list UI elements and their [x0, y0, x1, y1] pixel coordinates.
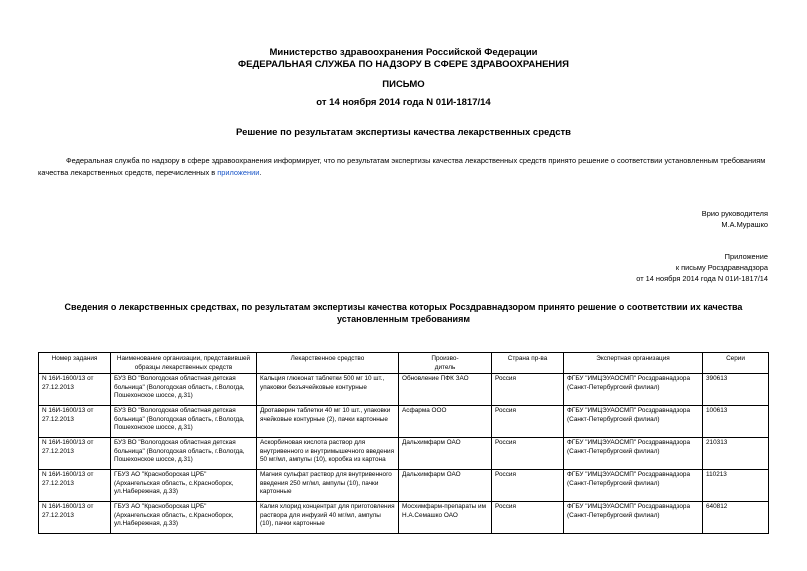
cell-drug: Дротаверин таблетки 40 мг 10 шт., упаковки ячейковые контурные (2), пачки картонные	[257, 406, 399, 438]
col-header-series: Серии	[703, 353, 769, 374]
cell-manufacturer: Асфарма ООО	[399, 406, 492, 438]
body-paragraph	[38, 155, 768, 179]
appendix-ref: к письму Росздравнадзора	[675, 263, 768, 272]
cell-number: N 16И-1600/13 от 27.12.2013	[39, 470, 111, 502]
cell-number: N 16И-1600/13 от 27.12.2013	[39, 406, 111, 438]
cell-number: N 16И-1600/13 от 27.12.2013	[39, 438, 111, 470]
cell-number: N 16И-1600/13 от 27.12.2013	[39, 502, 111, 534]
cell-manufacturer: Дальхимфарм ОАО	[399, 438, 492, 470]
ministry-name: Министерство здравоохранения Российской Федерации	[269, 47, 538, 58]
cell-number: N 16И-1600/13 от 27.12.2013	[39, 374, 111, 406]
signature-name: М.А.Мурашко	[721, 220, 768, 229]
col-header-country: Страна пр-ва	[492, 353, 564, 374]
cell-country: Россия	[492, 502, 564, 534]
cell-drug: Магния сульфат раствор для внутривенного введения 250 мг/мл, ампулы (10), пачки картонные	[257, 470, 399, 502]
appendix-title: Сведения о лекарственных средствах, по результатам экспертизы качества которых Росздравнадзором принято решение о соответствии их качества установленным требованиям	[64, 302, 743, 324]
signature-position: Врио руководителя	[701, 209, 768, 218]
appendix-header	[636, 251, 768, 284]
cell-manufacturer: Обновление ПФК ЗАО	[399, 374, 492, 406]
table-row	[39, 406, 769, 438]
appendix-label: Приложение	[724, 252, 768, 261]
cell-drug: Кальция глюконат таблетки 500 мг 10 шт., упаковки безъячейковые контурные	[257, 374, 399, 406]
cell-organization: БУЗ ВО "Вологодская областная детская больница" (Вологодская область, г.Вологда, Пошехонское шоссе, д.31)	[111, 374, 257, 406]
cell-organization: БУЗ ВО "Вологодская областная детская больница" (Вологодская область, г.Вологда, Пошехонское шоссе, д.31)	[111, 406, 257, 438]
table-header-row	[39, 353, 769, 374]
cell-expert-org: ФГБУ "ИМЦЭУАОСМП" Росздравнадзора (Санкт-Петербургский филиал)	[564, 470, 703, 502]
table-row	[39, 470, 769, 502]
col-header-manufacturer	[399, 353, 492, 374]
cell-expert-org: ФГБУ "ИМЦЭУАОСМП" Росздравнадзора (Санкт-Петербургский филиал)	[564, 502, 703, 534]
drugs-table	[38, 352, 769, 534]
cell-manufacturer: Дальхимфарм ОАО	[399, 470, 492, 502]
cell-country: Россия	[492, 470, 564, 502]
cell-country: Россия	[492, 406, 564, 438]
col-header-organization: Наименование организации, представившей образцы лекарственных средств	[111, 353, 257, 374]
cell-country: Россия	[492, 374, 564, 406]
cell-drug: Аскорбиновая кислота раствор для внутривенного и внутримышечного введения 50 мг/мл, ампулы (10), коробка из картона	[257, 438, 399, 470]
cell-series: 110213	[703, 470, 769, 502]
cell-expert-org: ФГБУ "ИМЦЭУАОСМП" Росздравнадзора (Санкт-Петербургский филиал)	[564, 406, 703, 438]
col-header-manufacturer-line1: Произво-	[431, 355, 459, 362]
paragraph-text: Федеральная служба по надзору в сфере здравоохранения информирует, что по результатам экспертизы качества лекарственных средств принято решение о соответствии установленным требованиям качества лекарственных средств, перечисленных в	[38, 156, 766, 177]
cell-series: 640812	[703, 502, 769, 534]
document-date-number: от 14 ноября 2014 года N 01И-1817/14	[316, 97, 491, 108]
cell-series: 100613	[703, 406, 769, 438]
cell-organization: ГБУЗ АО "Красноборская ЦРБ" (Архангельская область, с.Красноборск, ул.Набережная, д.33)	[111, 502, 257, 534]
cell-manufacturer: Мосхимфарм-препараты им Н.А.Семашко ОАО	[399, 502, 492, 534]
table-row	[39, 374, 769, 406]
table-row	[39, 438, 769, 470]
cell-organization: БУЗ ВО "Вологодская областная детская больница" (Вологодская область, г.Вологда, Пошехонское шоссе, д.31)	[111, 438, 257, 470]
cell-expert-org: ФГБУ "ИМЦЭУАОСМП" Росздравнадзора (Санкт-Петербургский филиал)	[564, 438, 703, 470]
document-type: ПИСЬМО	[382, 79, 425, 90]
col-header-manufacturer-line2: дитель	[434, 363, 456, 371]
paragraph-end: .	[259, 168, 262, 177]
table-row	[39, 502, 769, 534]
cell-country: Россия	[492, 438, 564, 470]
appendix-date: от 14 ноября 2014 года N 01И-1817/14	[636, 274, 768, 283]
appendix-link[interactable]: приложении	[217, 168, 260, 177]
col-header-drug: Лекарственное средство	[257, 353, 399, 374]
cell-drug: Калия хлорид концентрат для приготовления раствора для инфузий 40 мг/мл, ампулы (10), пачки картонные	[257, 502, 399, 534]
cell-expert-org: ФГБУ "ИМЦЭУАОСМП" Росздравнадзора (Санкт-Петербургский филиал)	[564, 374, 703, 406]
document-subject: Решение по результатам экспертизы качества лекарственных средств	[236, 127, 571, 138]
cell-organization: ГБУЗ АО "Красноборская ЦРБ" (Архангельская область, с.Красноборск, ул.Набережная, д.33)	[111, 470, 257, 502]
service-name: ФЕДЕРАЛЬНАЯ СЛУЖБА ПО НАДЗОРУ В СФЕРЕ ЗДРАВООХРАНЕНИЯ	[238, 59, 569, 70]
cell-series: 210313	[703, 438, 769, 470]
col-header-expert-org: Экспертная организация	[564, 353, 703, 374]
signature-block	[702, 208, 768, 230]
cell-series: 390613	[703, 374, 769, 406]
col-header-number: Номер задания	[39, 353, 111, 374]
